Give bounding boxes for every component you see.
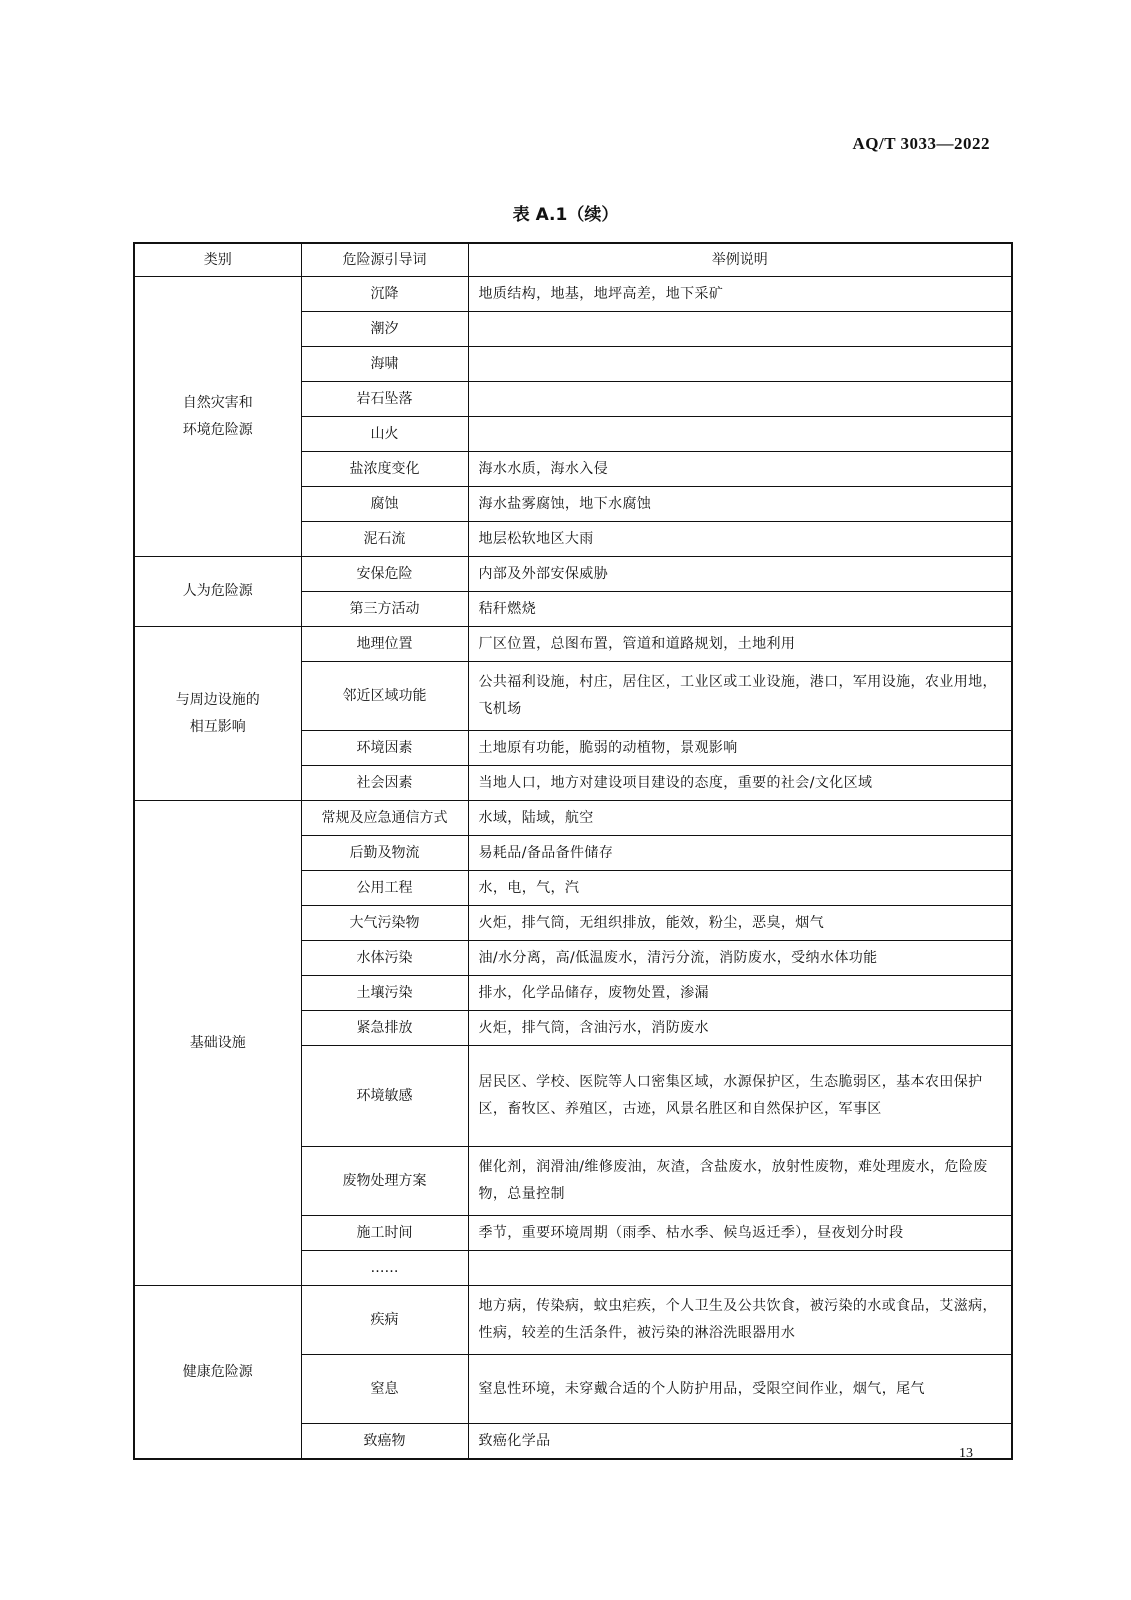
keyword-cell: 地理位置 xyxy=(301,627,468,662)
example-cell xyxy=(468,417,1012,452)
example-cell: 催化剂，润滑油/维修废油，灰渣，含盐废水，放射性废物，难处理废水，危险废物，总量控制 xyxy=(468,1147,1012,1216)
standard-number: AQ/T 3033—2022 xyxy=(852,134,990,153)
example-cell: 公共福利设施，村庄，居住区，工业区或工业设施，港口，军用设施，农业用地，飞机场 xyxy=(468,662,1012,731)
example-cell: 火炬，排气筒，无组织排放，能效，粉尘，恶臭，烟气 xyxy=(468,906,1012,941)
keyword-cell: 潮汐 xyxy=(301,312,468,347)
example-cell: 易耗品/备品备件储存 xyxy=(468,836,1012,871)
keyword-cell: 窒息 xyxy=(301,1355,468,1424)
example-cell: 居民区、学校、医院等人口密集区域，水源保护区，生态脆弱区，基本农田保护区，畜牧区、养殖区，古迹，风景名胜区和自然保护区，军事区 xyxy=(468,1046,1012,1147)
keyword-cell: 沉降 xyxy=(301,277,468,312)
keyword-cell: 第三方活动 xyxy=(301,592,468,627)
keyword-cell: 土壤污染 xyxy=(301,976,468,1011)
example-cell xyxy=(468,347,1012,382)
column-header-keyword: 危险源引导词 xyxy=(301,243,468,277)
keyword-cell: 常规及应急通信方式 xyxy=(301,801,468,836)
keyword-cell: 紧急排放 xyxy=(301,1011,468,1046)
example-cell: 水域，陆域，航空 xyxy=(468,801,1012,836)
keyword-cell: 致癌物 xyxy=(301,1424,468,1460)
category-cell: 基础设施 xyxy=(134,801,301,1286)
keyword-cell: 环境因素 xyxy=(301,731,468,766)
keyword-cell: 大气污染物 xyxy=(301,906,468,941)
example-cell: 地质结构，地基，地坪高差，地下采矿 xyxy=(468,277,1012,312)
example-cell: 季节，重要环境周期（雨季、枯水季、候鸟返迁季），昼夜划分时段 xyxy=(468,1216,1012,1251)
column-header-example: 举例说明 xyxy=(468,243,1012,277)
keyword-cell: 泥石流 xyxy=(301,522,468,557)
example-cell: 致癌化学品 xyxy=(468,1424,1012,1460)
example-cell: 土地原有功能，脆弱的动植物，景观影响 xyxy=(468,731,1012,766)
table-header-row xyxy=(134,243,1012,277)
example-cell: 窒息性环境，未穿戴合适的个人防护用品，受限空间作业，烟气，尾气 xyxy=(468,1355,1012,1424)
table-row xyxy=(134,627,1012,662)
example-cell: 当地人口，地方对建设项目建设的态度，重要的社会/文化区域 xyxy=(468,766,1012,801)
table-row xyxy=(134,277,1012,312)
example-cell: 秸秆燃烧 xyxy=(468,592,1012,627)
keyword-cell: 山火 xyxy=(301,417,468,452)
column-header-category: 类别 xyxy=(134,243,301,277)
example-cell: 海水盐雾腐蚀，地下水腐蚀 xyxy=(468,487,1012,522)
table-row xyxy=(134,801,1012,836)
example-cell xyxy=(468,382,1012,417)
table-row xyxy=(134,557,1012,592)
keyword-cell: 施工时间 xyxy=(301,1216,468,1251)
keyword-cell: 岩石坠落 xyxy=(301,382,468,417)
example-cell: 地方病，传染病，蚊虫疟疾，个人卫生及公共饮食，被污染的水或食品，艾滋病，性病，较差的生活条件，被污染的淋浴洗眼器用水 xyxy=(468,1286,1012,1355)
table-title: 表 A.1（续） xyxy=(512,205,619,225)
keyword-cell: 后勤及物流 xyxy=(301,836,468,871)
category-cell: 自然灾害和 环境危险源 xyxy=(134,277,301,557)
example-cell: 火炬，排气筒，含油污水，消防废水 xyxy=(468,1011,1012,1046)
example-cell: 海水水质，海水入侵 xyxy=(468,452,1012,487)
example-cell: 内部及外部安保威胁 xyxy=(468,557,1012,592)
example-cell: 油/水分离，高/低温废水，清污分流，消防废水，受纳水体功能 xyxy=(468,941,1012,976)
example-cell: 地层松软地区大雨 xyxy=(468,522,1012,557)
example-cell: 水，电，气，汽 xyxy=(468,871,1012,906)
page-number: 13 xyxy=(959,1446,973,1461)
table-row xyxy=(134,1286,1012,1355)
example-cell xyxy=(468,312,1012,347)
example-cell xyxy=(468,1251,1012,1286)
keyword-cell: 疾病 xyxy=(301,1286,468,1355)
hazard-table xyxy=(133,242,1013,1460)
category-cell: 人为危险源 xyxy=(134,557,301,627)
category-cell: 健康危险源 xyxy=(134,1286,301,1460)
example-cell: 排水，化学品储存，废物处置，渗漏 xyxy=(468,976,1012,1011)
example-cell: 厂区位置，总图布置，管道和道路规划，土地利用 xyxy=(468,627,1012,662)
keyword-cell: 邻近区域功能 xyxy=(301,662,468,731)
keyword-cell: 腐蚀 xyxy=(301,487,468,522)
keyword-cell: 社会因素 xyxy=(301,766,468,801)
table-body xyxy=(134,277,1012,1460)
keyword-cell: 环境敏感 xyxy=(301,1046,468,1147)
keyword-cell: 废物处理方案 xyxy=(301,1147,468,1216)
keyword-cell: 安保危险 xyxy=(301,557,468,592)
keyword-cell: 盐浓度变化 xyxy=(301,452,468,487)
category-cell: 与周边设施的 相互影响 xyxy=(134,627,301,801)
keyword-cell: …… xyxy=(301,1251,468,1286)
keyword-cell: 水体污染 xyxy=(301,941,468,976)
keyword-cell: 公用工程 xyxy=(301,871,468,906)
keyword-cell: 海啸 xyxy=(301,347,468,382)
